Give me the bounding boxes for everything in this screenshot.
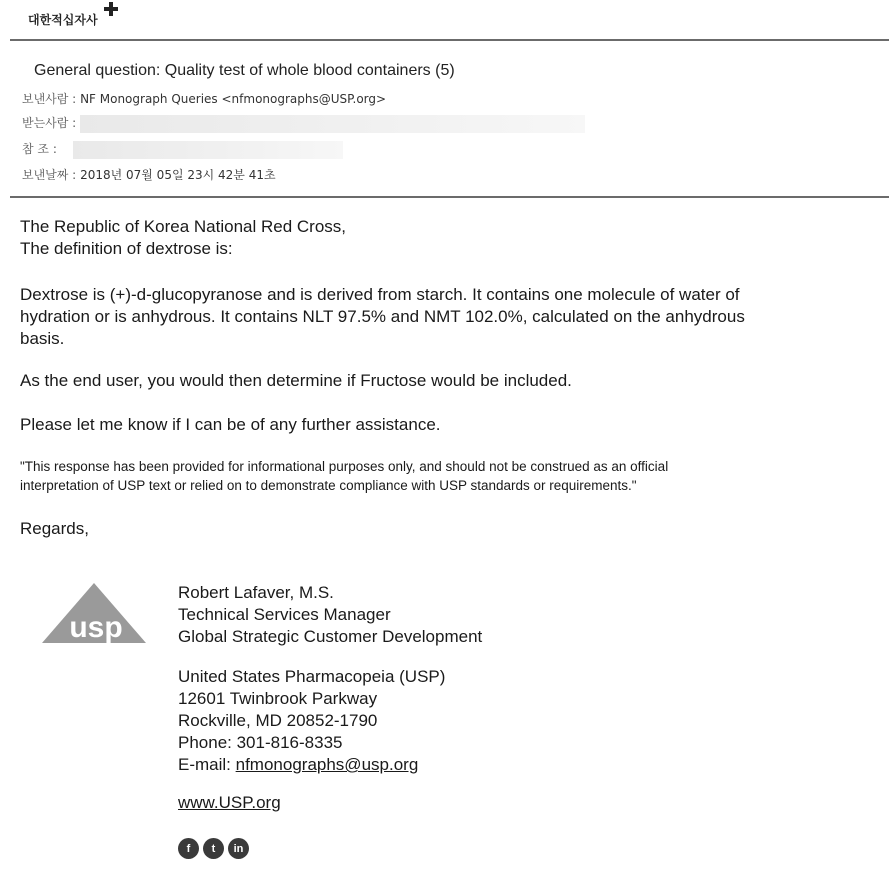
- date-row: [22, 166, 276, 183]
- email-subject: General question: Quality test of whole blood containers (5): [34, 62, 455, 79]
- signer-name: Robert Lafaver, M.S.: [178, 583, 334, 602]
- disclaimer-line-2: interpretation of USP text or relied on to demonstrate compliance with USP standards or requirements.": [20, 478, 637, 493]
- phone: Phone: 301-816-8335: [178, 733, 343, 752]
- red-cross-icon: [104, 2, 118, 16]
- definition-line-1: Dextrose is (+)-d-glucopyranose and is derived from starch. It contains one molecule of water of: [20, 285, 740, 304]
- from-row: [22, 90, 386, 107]
- divider-top: [10, 39, 889, 41]
- definition-line-2: hydration or is anhydrous. It contains NLT 97.5% and NMT 102.0%, calculated on the anhydrous: [20, 307, 745, 326]
- closing: Regards,: [20, 519, 89, 538]
- signer-department: Global Strategic Customer Development: [178, 627, 483, 646]
- cc-row: [22, 140, 343, 159]
- paragraph-end-user: As the end user, you would then determine if Fructose would be included.: [20, 371, 572, 390]
- date-label: 보낸날짜 :: [22, 168, 77, 182]
- redacted-cc: [73, 141, 343, 159]
- greeting-line-1: The Republic of Korea National Red Cross,: [20, 217, 346, 236]
- signer-title: Technical Services Manager: [178, 605, 391, 624]
- facebook-icon[interactable]: f: [178, 838, 199, 859]
- from-label: 보낸사람 :: [22, 92, 77, 106]
- website-link[interactable]: www.USP.org: [178, 793, 281, 812]
- paragraph-assistance: Please let me know if I can be of any further assistance.: [20, 415, 441, 434]
- signature-block: [178, 582, 482, 814]
- to-label: 받는사람 :: [22, 116, 77, 130]
- org-name: 대한적십자사: [28, 13, 98, 27]
- linkedin-icon[interactable]: in: [228, 838, 249, 859]
- email-link[interactable]: nfmonographs@usp.org: [235, 755, 419, 774]
- usp-logo: [36, 583, 156, 645]
- social-icons: [178, 838, 249, 859]
- twitter-icon[interactable]: t: [203, 838, 224, 859]
- disclaimer-line-1: "This response has been provided for informational purposes only, and should not be construed as an official: [20, 459, 669, 474]
- email-label: E-mail:: [178, 755, 236, 774]
- usp-logo-text: usp: [69, 611, 123, 644]
- redacted-recipient: [80, 115, 585, 133]
- from-value[interactable]: NF Monograph Queries <nfmonographs@USP.org>: [80, 92, 387, 106]
- divider-header: [10, 196, 889, 198]
- date-value: 2018년 07월 05일 23시 42분 41초: [80, 168, 276, 182]
- address-line-2: Rockville, MD 20852-1790: [178, 711, 378, 730]
- signer-org: United States Pharmacopeia (USP): [178, 667, 446, 686]
- email-row: [178, 754, 482, 776]
- greeting-line-2: The definition of dextrose is:: [20, 239, 233, 258]
- cc-label: 참 조 :: [22, 142, 57, 156]
- address-line-1: 12601 Twinbrook Parkway: [178, 689, 378, 708]
- to-row: [22, 114, 585, 133]
- definition-line-3: basis.: [20, 329, 65, 348]
